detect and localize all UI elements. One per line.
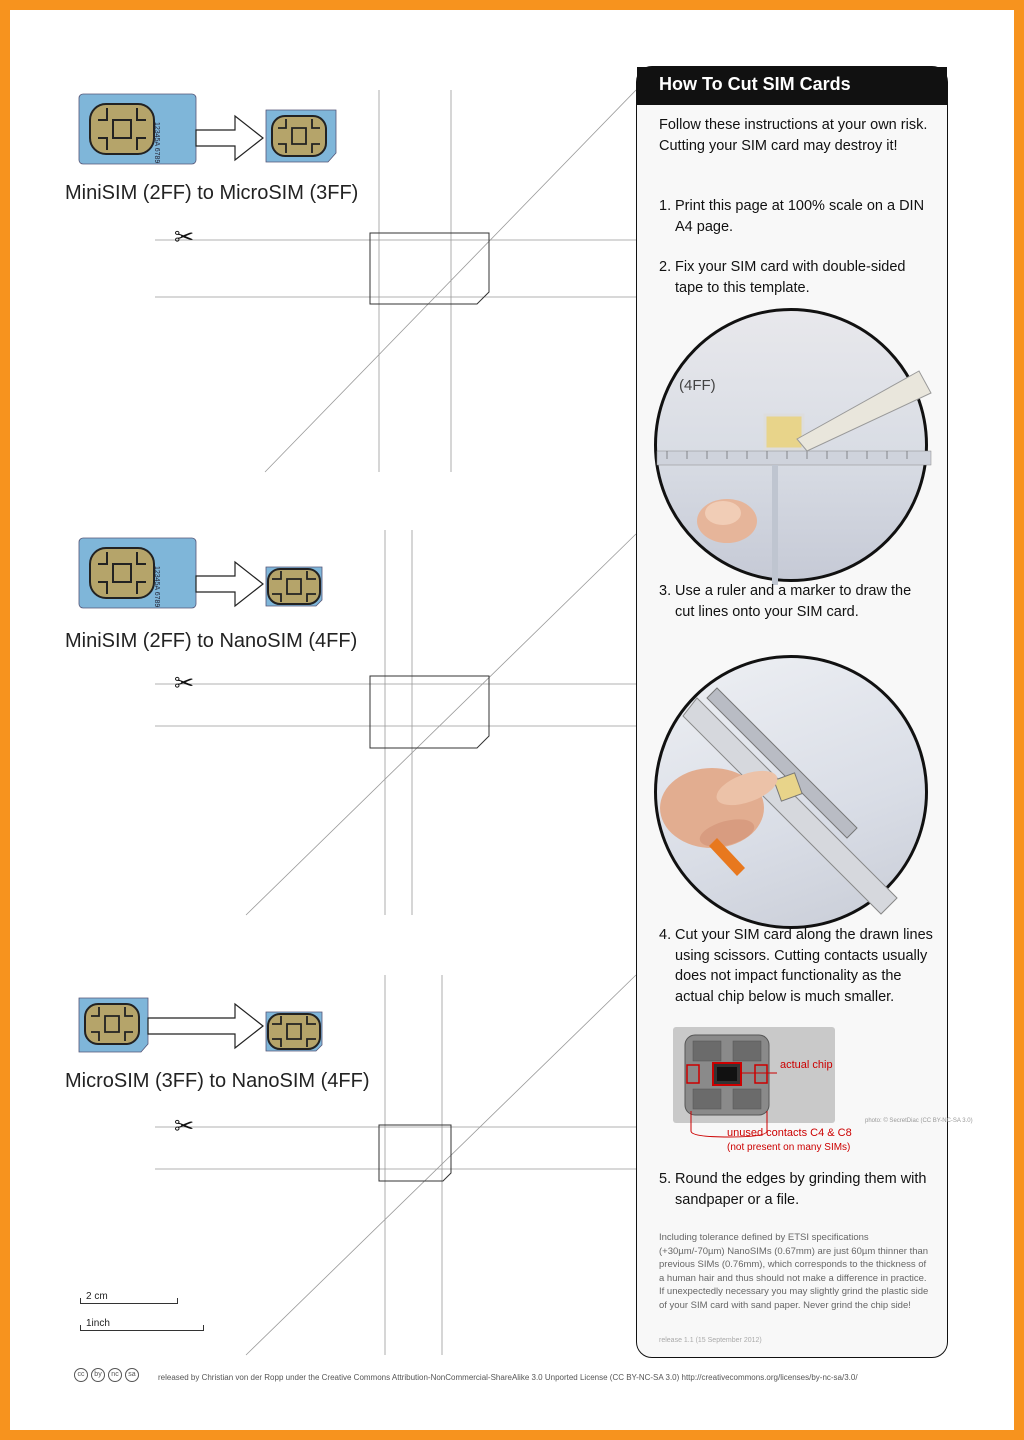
intro-text: Follow these instructions at your own risk. Cutting your SIM card may destroy it! [659,117,928,154]
nanosim-cut-outline-small [379,1125,451,1181]
step-number: 5. [659,1171,672,1187]
nanosim-illustration [266,567,322,606]
unused-contacts-label: unused contacts C4 & C8 [727,1127,852,1139]
marking-photo [654,308,928,582]
card-code: 12345A 6789 [153,566,160,608]
actual-chip-label: actual chip [780,1059,833,1071]
step-5 [659,1169,934,1210]
microsim-cut-outline [370,233,489,304]
step-1 [659,196,934,237]
minisim-illustration [79,538,196,608]
nanosim-cut-outline [370,676,489,748]
panel-title: How To Cut SIM Cards [637,67,947,105]
step-text: Fix your SIM card with double-sided tape to this template. [675,259,906,296]
scissors-icon: ✂ [174,1113,195,1140]
scissors-icon: ✂ [174,670,195,697]
cc-license-icons [74,1368,139,1382]
step-text: Use a ruler and a marker to draw the cut lines onto your SIM card. [675,583,912,620]
step-2 [659,257,934,298]
arrow-icon [196,562,263,606]
section-title: MiniSIM (2FF) to MicroSIM (3FF) [65,182,359,204]
sa-icon: sa [125,1368,139,1382]
cutting-photo [654,655,928,929]
release-info: release 1.1 (15 September 2012) [659,1337,762,1344]
scale-inch-label: 1inch [86,1318,110,1329]
template-page [10,10,1014,1430]
by-icon: by [91,1368,105,1382]
scale-cm-label: 2 cm [86,1291,108,1302]
arrow-icon [148,1004,263,1048]
step-number: 1. [659,198,672,214]
cc-icon: cc [74,1368,88,1382]
section-title: MicroSIM (3FF) to NanoSIM (4FF) [65,1070,370,1092]
scale-inch-bar [80,1325,204,1331]
step-number: 2. [659,259,672,275]
scale-cm-bar [80,1298,178,1304]
not-present-label: (not present on many SIMs) [727,1142,851,1153]
tolerance-note: Including tolerance defined by ETSI specifications (+30µm/-70µm) NanoSIMs (0.67mm) are just 60µm thinner than previous SIMs (0.76mm), which corresponds to the thickness of a human hair and thus should not make a difference in practice. If unexpectedly necessary you may slightly grind the plastic side of your SIM card with sand paper. Never grind the chip side! [659,1232,929,1311]
instructions-panel [636,66,973,1358]
microsim-illustration [79,998,148,1052]
step-text: Round the edges by grinding them with sandpaper or a file. [675,1171,927,1208]
license-footer: released by Christian von der Ropp under the Creative Commons Attribution-NonCommercial-ShareAlike 3.0 Unported License (CC BY-NC-SA 3.0) http://creativecommons.org/licenses/by-nc-sa/3.0/ [158,1373,858,1382]
step-number: 3. [659,583,672,599]
step-text: Print this page at 100% scale on a DIN A4 page. [675,198,925,235]
arrow-icon [196,116,263,160]
card-code: 12345A 6789 [153,122,160,164]
microsim-illustration [266,110,336,162]
photo-credit: photo: © SecretDiac (CC BY-NC-SA 3.0) [865,1118,973,1124]
step-text: Cut your SIM card along the drawn lines using scissors. Cutting contacts usually does not impact functionality as the actual chip below is much smaller. [675,927,933,1005]
step-3 [659,581,934,622]
photo-label: (4FF) [679,377,716,394]
nc-icon: nc [108,1368,122,1382]
section-title: MiniSIM (2FF) to NanoSIM (4FF) [65,630,358,652]
step-4 [659,925,934,1007]
nanosim-illustration [266,1012,322,1051]
minisim-illustration [79,94,196,164]
step-number: 4. [659,927,672,943]
scissors-icon: ✂ [174,224,195,251]
